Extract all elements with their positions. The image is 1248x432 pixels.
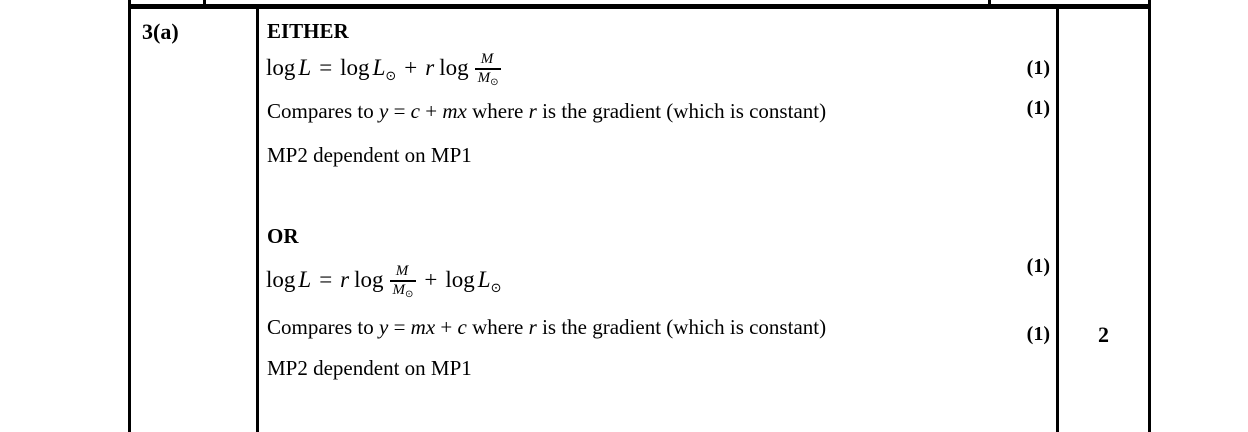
equals-sign: = [388,315,411,339]
question-column-border [256,9,259,432]
fraction-numerator: M [395,263,409,279]
plus-sign: + [419,99,443,123]
variable-r: r [528,99,537,123]
variable-L: L [298,55,312,81]
total-marks: 2 [1098,322,1109,347]
previous-row-border-stub-left [203,0,206,4]
equals-sign: = [319,267,333,293]
variable-y: y [378,99,389,123]
mark-point: (1) [1026,255,1050,277]
fraction-denominator [475,68,502,89]
variable-r: r [340,267,350,293]
mark-point: (1) [1026,323,1050,345]
compare-text: where [466,99,529,123]
either-dependency-note: MP2 dependent on MP1 [267,143,472,167]
previous-row-border-stub-right [988,0,991,4]
log-operator: log [266,55,296,81]
sun-symbol-icon: ⊙ [405,289,414,301]
mark-point: (1) [1026,57,1050,79]
plus-sign: + [424,267,438,293]
row-divider-top [128,4,1151,9]
sun-symbol-icon: ⊙ [385,69,397,85]
or-compare-line [267,315,826,340]
compare-text: where [466,315,529,339]
compare-text: is the gradient (which is constant) [536,315,827,339]
gradient-term: mx [442,99,467,123]
variable-M-sun: M [392,282,406,299]
variable-L: L [298,267,312,293]
log-operator: log [439,55,469,81]
variable-M-sun: M [477,70,491,87]
fraction-numerator: M [480,51,494,67]
variable-r: r [528,315,537,339]
either-compare-line [267,99,826,124]
or-equation [266,263,501,301]
table-border-left [128,0,131,432]
or-heading: OR [267,224,299,248]
intercept-term: c [410,99,420,123]
either-heading: EITHER [267,19,349,43]
either-equation [266,51,501,89]
or-dependency-note: MP2 dependent on MP1 [267,356,472,380]
compare-text: Compares to [267,315,379,339]
gradient-term: mx [410,315,436,339]
intercept-term: c [457,315,467,339]
compare-text: is the gradient (which is constant) [536,99,827,123]
variable-L-sun: L [477,267,491,293]
compare-text: Compares to [267,99,379,123]
mass-ratio-fraction [390,263,417,301]
mass-ratio-fraction [475,51,502,89]
log-operator: log [266,267,296,293]
equals-sign: = [388,99,411,123]
variable-r: r [425,55,435,81]
total-column-border [1056,9,1059,432]
log-operator: log [340,55,370,81]
plus-sign: + [404,55,418,81]
fraction-denominator [390,280,417,301]
sun-symbol-icon: ⊙ [490,77,499,89]
equals-sign: = [319,55,333,81]
log-operator: log [445,267,475,293]
plus-sign: + [435,315,458,339]
mark-point: (1) [1026,97,1050,119]
sun-symbol-icon: ⊙ [490,281,502,297]
variable-L-sun: L [372,55,386,81]
table-border-right [1148,0,1151,432]
variable-y: y [378,315,389,339]
log-operator: log [354,267,384,293]
question-number: 3(a) [142,19,179,44]
